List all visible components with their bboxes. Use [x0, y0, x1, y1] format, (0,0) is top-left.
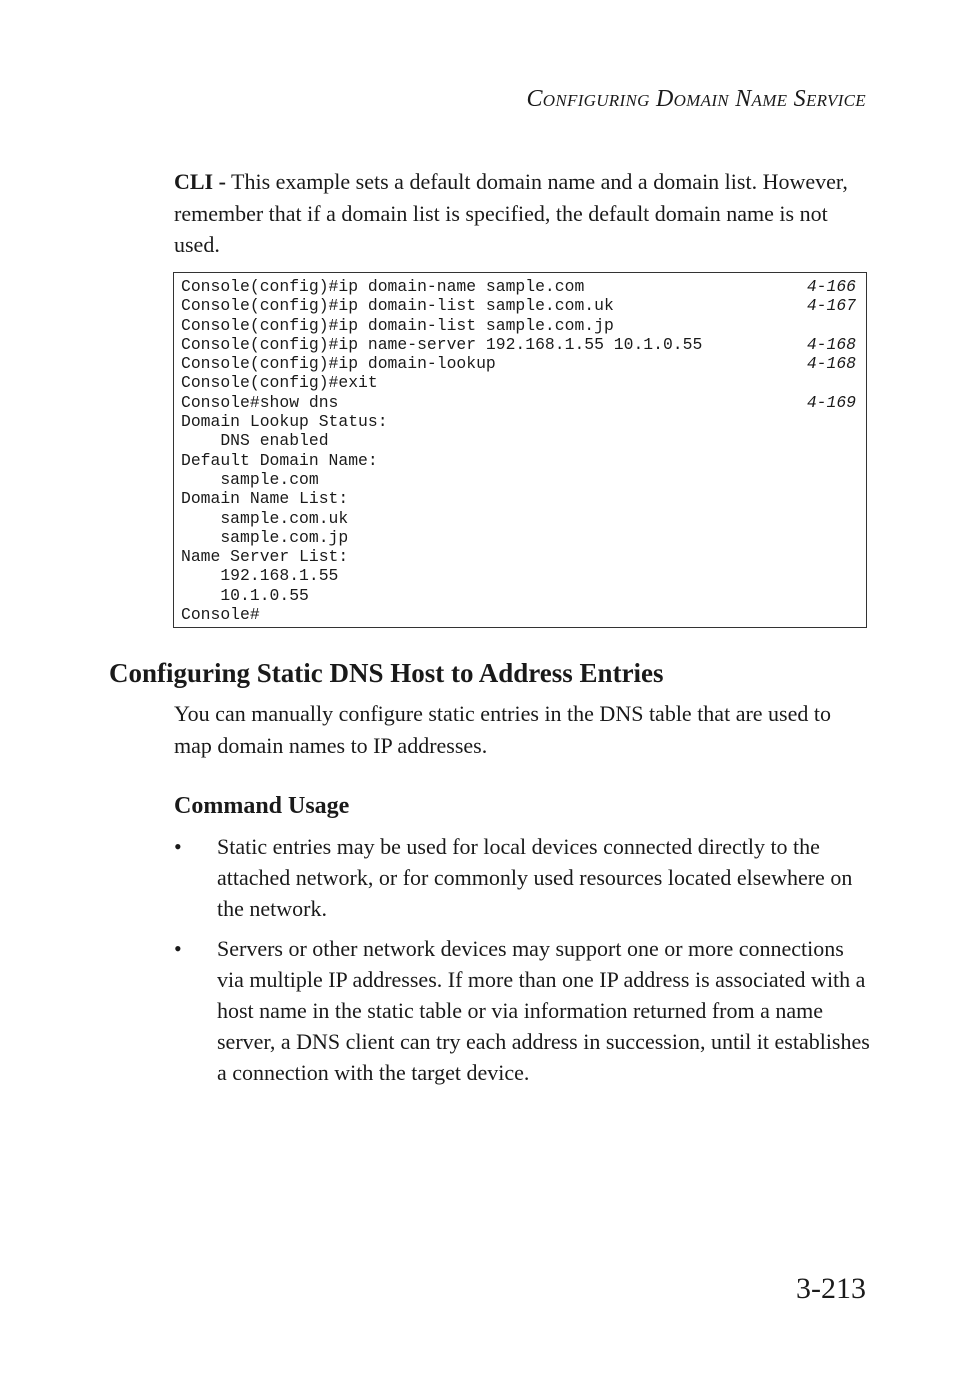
code-line	[181, 451, 856, 470]
intro-text: This example sets a default domain name and a domain list. However, remember that if a domain list is specified, the default domain name is not used.	[174, 169, 848, 257]
code-line	[181, 528, 856, 547]
code-command: 10.1.0.55	[181, 585, 309, 605]
cli-label: CLI -	[174, 169, 226, 194]
code-command: Name Server List:	[181, 547, 349, 567]
code-page-reference: 4-167	[806, 296, 856, 316]
code-command: sample.com.jp	[181, 527, 349, 547]
command-usage-heading: Command Usage	[174, 793, 350, 819]
command-usage-list	[174, 831, 874, 1097]
page-number: 3-213	[796, 1272, 866, 1305]
running-header: Configuring Domain Name Service	[526, 86, 866, 112]
code-command: Console(config)#ip domain-list sample.com.jp	[181, 315, 614, 335]
code-line	[181, 470, 856, 489]
code-line	[181, 354, 856, 373]
code-command: Console(config)#ip name-server 192.168.1.55 10.1.0.55	[181, 334, 703, 354]
code-line	[181, 335, 856, 354]
code-line	[181, 605, 856, 624]
code-command: 192.168.1.55	[181, 566, 339, 586]
code-line	[181, 509, 856, 528]
code-line	[181, 547, 856, 566]
code-line	[181, 431, 856, 450]
code-page-reference: 4-168	[806, 334, 856, 354]
section-body: You can manually configure static entries in the DNS table that are used to map domain names to IP addresses.	[174, 701, 831, 758]
bullet-text: Servers or other network devices may support one or more connections via multiple IP addresses. If more than one IP address is associated with a host name in the static table or via information returned from a name server, a DNS client can try each address in succession, until it establishes a connection with the target device.	[217, 935, 870, 1086]
code-command: Domain Lookup Status:	[181, 412, 388, 432]
code-line	[181, 393, 856, 412]
code-command: Console(config)#ip domain-lookup	[181, 354, 496, 374]
bullet-text: Static entries may be used for local devices connected directly to the attached network, or for commonly used resources located elsewhere on the network.	[217, 834, 853, 922]
list-item	[174, 831, 874, 925]
code-page-reference: 4-166	[806, 277, 856, 296]
code-page-reference: 4-169	[806, 392, 856, 412]
code-line	[181, 566, 856, 585]
code-command: Domain Name List:	[181, 489, 349, 509]
code-page-reference: 4-168	[806, 354, 856, 374]
code-line	[181, 489, 856, 508]
code-command: Default Domain Name:	[181, 450, 378, 470]
code-command: Console#show dns	[181, 392, 339, 412]
code-line	[181, 316, 856, 335]
code-line	[181, 277, 856, 296]
code-command: Console(config)#exit	[181, 373, 378, 393]
intro-paragraph	[174, 166, 868, 261]
code-command: Console(config)#ip domain-list sample.com.uk	[181, 296, 614, 316]
code-command: Console(config)#ip domain-name sample.com	[181, 277, 585, 296]
code-line	[181, 373, 856, 392]
code-line	[181, 412, 856, 431]
code-command: DNS enabled	[181, 431, 329, 451]
code-command: sample.com	[181, 469, 319, 489]
section-heading: Configuring Static DNS Host to Address Entries	[109, 658, 664, 688]
bullet-icon: •	[174, 935, 182, 961]
list-item	[174, 933, 874, 1089]
code-line	[181, 586, 856, 605]
code-command: Console#	[181, 605, 260, 625]
code-line	[181, 296, 856, 315]
bullet-icon: •	[174, 834, 182, 859]
cli-code-example	[173, 272, 867, 628]
code-command: sample.com.uk	[181, 508, 349, 528]
